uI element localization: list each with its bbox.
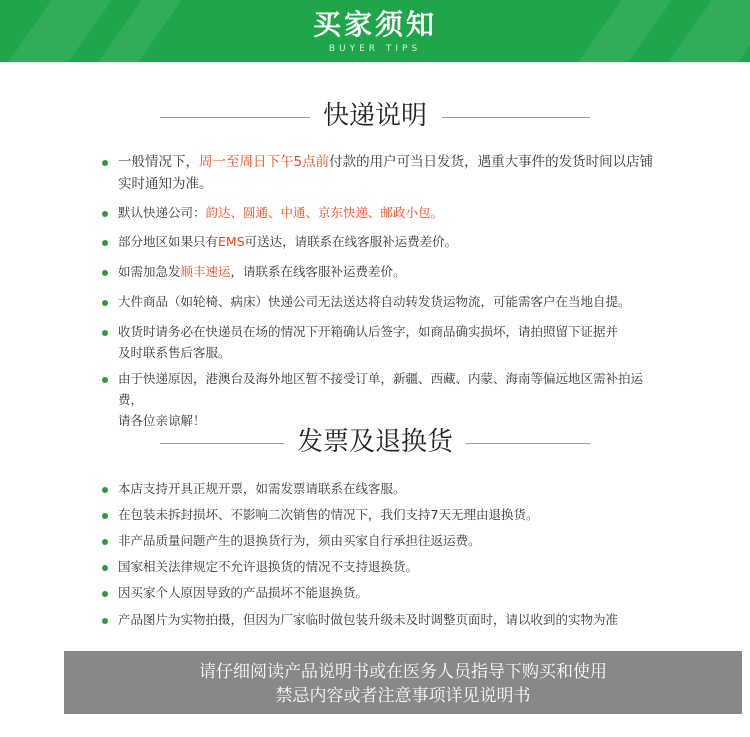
list-item bbox=[106, 478, 666, 499]
bullet-dot-icon bbox=[102, 160, 108, 166]
bullet-dot-icon bbox=[102, 240, 108, 246]
list-item bbox=[106, 321, 666, 363]
list-item bbox=[106, 556, 666, 577]
bullet-dot-icon bbox=[102, 618, 108, 624]
header-banner bbox=[0, 0, 750, 62]
banner-subtitle: BUYER TIPS bbox=[328, 44, 422, 54]
list-item bbox=[106, 291, 666, 312]
list-item bbox=[106, 231, 666, 252]
item-text: 可送达，请联系在线客服补运费差价。 bbox=[244, 234, 458, 249]
list-item bbox=[106, 609, 666, 630]
item-text: 一般情况下， bbox=[118, 154, 199, 170]
item-text: 付款的用户可当日发货，遇重大事件的发货时间以店铺 bbox=[329, 154, 654, 170]
item-text: 收货时请务必在快递员在场的情况下开箱确认后签字，如商品确实损坏，请拍照留下证据并 bbox=[118, 324, 619, 339]
banner-title: 买家须知 bbox=[312, 8, 437, 41]
item-text: 实时通知为准。 bbox=[118, 176, 213, 192]
bullet-dot-icon bbox=[102, 300, 108, 306]
item-text: 本店支持开具正规开票，如需发票请联系在线客服。 bbox=[118, 481, 406, 496]
list-item bbox=[106, 261, 666, 282]
item-text: ，请联系在线客服补运费差价。 bbox=[230, 264, 406, 279]
bullet-dot-icon bbox=[102, 487, 108, 493]
section-title: 发票及退换货 bbox=[296, 427, 453, 457]
list-item bbox=[106, 151, 666, 195]
highlight-text: 韵达、圆通、中通、京东快递、邮政小包。 bbox=[205, 205, 444, 220]
bullet-dot-icon bbox=[102, 565, 108, 571]
highlight-text: 周一至周日下午5点前 bbox=[199, 154, 330, 170]
bullet-dot-icon bbox=[102, 270, 108, 276]
bullet-dot-icon bbox=[102, 330, 108, 336]
item-text: 非产品质量问题产生的退换货行为，须由买家自行承担往返运费。 bbox=[118, 533, 481, 548]
item-text: 国家相关法律规定不允许退换货的情况不支持退换货。 bbox=[118, 559, 419, 574]
section-title: 快递说明 bbox=[322, 101, 427, 131]
item-text: 部分地区如果只有 bbox=[118, 234, 219, 249]
section-heading-invoice-returns bbox=[0, 423, 750, 463]
list-item bbox=[106, 582, 666, 603]
item-text: 请各位亲谅解！ bbox=[118, 413, 206, 428]
section-heading-delivery bbox=[0, 97, 750, 137]
list-item bbox=[106, 368, 666, 431]
bullet-dot-icon bbox=[102, 377, 108, 383]
item-text: 在包装未拆封损坏、不影响二次销售的情况下，我们支持7天无理由退换货。 bbox=[118, 507, 539, 522]
bullet-dot-icon bbox=[102, 513, 108, 519]
list-item bbox=[106, 530, 666, 551]
bullet-dot-icon bbox=[102, 539, 108, 545]
footer-notice bbox=[64, 651, 742, 714]
bullet-dot-icon bbox=[102, 211, 108, 217]
item-text: 大件商品（如轮椅、病床）快递公司无法送达将自动转发货运物流，可能需客户在当地自提。 bbox=[118, 294, 631, 309]
highlight-text: EMS bbox=[218, 234, 245, 249]
highlight-text: 顺丰速运 bbox=[180, 264, 231, 279]
item-text: 因买家个人原因导致的产品损坏不能退换货。 bbox=[118, 585, 369, 600]
item-text: 由于快递原因，港澳台及海外地区暂不接受订单，新疆、西藏、内蒙、海南等偏远地区需补拍运费， bbox=[118, 371, 644, 407]
footer-line-2: 禁忌内容或者注意事项详见说明书 bbox=[275, 686, 531, 706]
item-text: 默认快递公司： bbox=[118, 205, 206, 220]
item-text: 产品图片为实物拍摄，但因为厂家临时做包装升级未及时调整页面时，请以收到的实物为准 bbox=[118, 612, 619, 627]
list-item bbox=[106, 202, 666, 223]
item-text: 及时联系售后客服。 bbox=[118, 345, 231, 360]
list-item bbox=[106, 504, 666, 525]
item-text: 如需加急发 bbox=[118, 264, 181, 279]
footer-line-1: 请仔细阅读产品说明书或在医务人员指导下购买和使用 bbox=[199, 662, 607, 682]
bullet-dot-icon bbox=[102, 591, 108, 597]
